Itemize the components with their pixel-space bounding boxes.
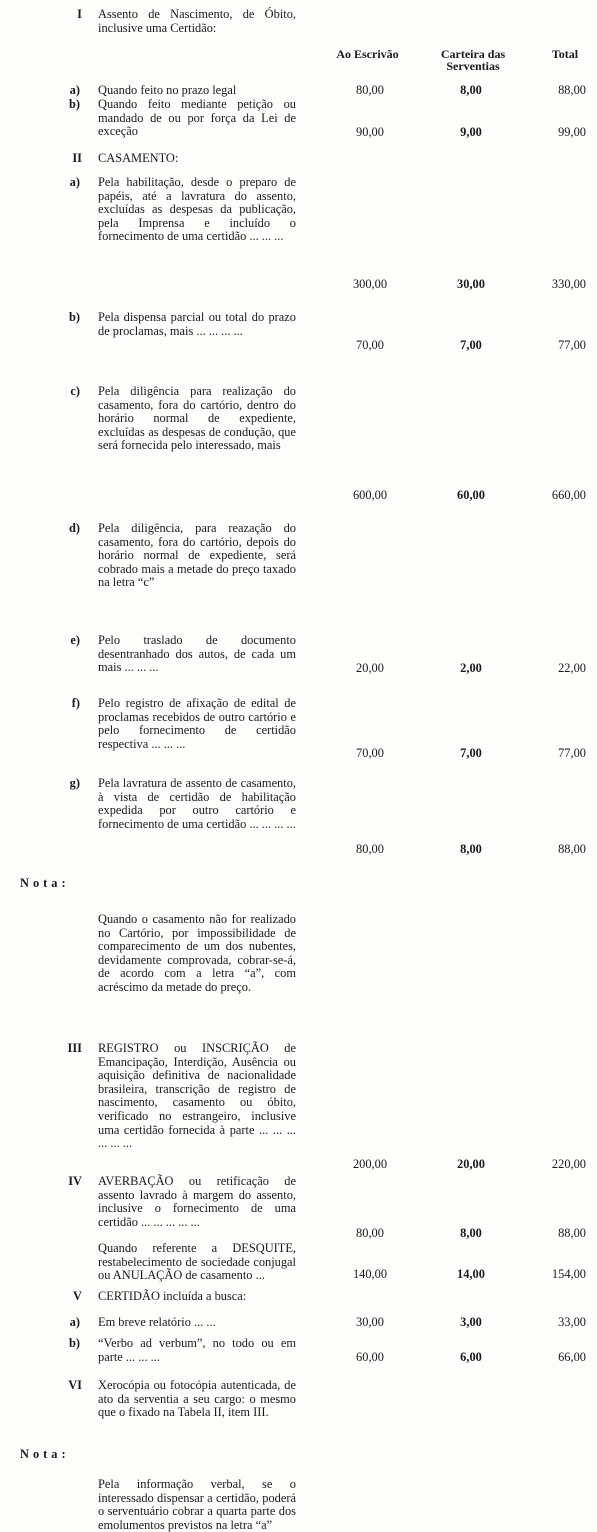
item-number: V xyxy=(73,1289,82,1303)
value-total: 330,00 xyxy=(551,277,586,291)
value-escrivao: 80,00 xyxy=(356,842,384,856)
note-heading: Nota: xyxy=(20,876,70,890)
item-text: AVERBAÇÃO ou retificação de assento lavrado à margem do assento, inclusive o fornecimento de uma certidão ... ... ... ... ... xyxy=(98,1174,296,1229)
item-text: Pela lavratura de assento de casamento, à vista de certidão de habilitação expedida por outro cartório e fornecimento de uma certidão ... ... ... ... xyxy=(98,776,296,831)
value-escrivao: 60,00 xyxy=(356,1350,384,1364)
item-letter: a) xyxy=(69,175,80,189)
item-number: IV xyxy=(68,1174,82,1188)
value-total: 88,00 xyxy=(558,83,586,97)
value-total: 88,00 xyxy=(558,842,586,856)
value-carteira: 7,00 xyxy=(460,746,482,760)
column-header-carteira: Carteira das Serventias xyxy=(440,47,506,73)
value-escrivao: 90,00 xyxy=(356,125,384,139)
value-escrivao: 140,00 xyxy=(352,1267,388,1281)
value-carteira: 7,00 xyxy=(460,338,482,352)
value-total: 66,00 xyxy=(558,1350,586,1364)
item-letter: b) xyxy=(68,97,80,111)
item-text: Pelo registro de afixação de edital de proclamas recebidos de outro cartório e pelo fornecimento de certidão respectiva ... ... ... xyxy=(98,696,296,751)
value-escrivao: 30,00 xyxy=(356,1315,384,1329)
item-number: VI xyxy=(68,1378,82,1392)
value-carteira: 9,00 xyxy=(460,125,482,139)
value-carteira: 60,00 xyxy=(457,488,485,502)
item-letter: a) xyxy=(69,1315,80,1329)
item-letter: e) xyxy=(70,633,80,647)
value-total: 220,00 xyxy=(551,1157,586,1171)
item-text: Assento de Nascimento, de Óbito, inclusive uma Certidão: xyxy=(98,7,296,35)
value-carteira: 14,00 xyxy=(457,1267,485,1281)
item-text: Pela diligência, para reazação do casamento, fora do cartório, depois do horário normal de expediente, será cobrado mais a metade do preço taxado na letra “c” xyxy=(98,521,296,590)
value-escrivao: 70,00 xyxy=(356,338,384,352)
note-text: Quando o casamento não for realizado no Cartório, por impossibilidade de comparecimento de um dos nubentes, devidamente comprovada, cobrar-se-á, de acordo com a letra “a”, com acréscimo da metade do preço. xyxy=(98,912,296,994)
value-carteira: 8,00 xyxy=(460,83,482,97)
item-text: Quando feito no prazo legal xyxy=(98,83,237,97)
value-total: 88,00 xyxy=(558,1226,586,1240)
item-text: Pela diligência para realização do casamento, fora do cartório, dentro do horário normal de expediente, excluídas as despesas de condução, que será fornecida pelo interessado, mais xyxy=(98,384,296,453)
value-total: 77,00 xyxy=(558,746,586,760)
value-total: 22,00 xyxy=(558,661,586,675)
value-carteira: 20,00 xyxy=(457,1157,485,1171)
item-text: “Verbo ad verbum”, no todo ou em parte ... ... ... xyxy=(98,1336,296,1364)
value-carteira: 8,00 xyxy=(460,842,482,856)
value-total: 33,00 xyxy=(558,1315,586,1329)
item-letter: d) xyxy=(68,521,80,535)
item-text: Em breve relatório ... ... xyxy=(98,1315,216,1329)
item-text: CERTIDÃO incluída a busca: xyxy=(98,1289,247,1303)
item-letter: c) xyxy=(70,384,80,398)
column-header-escrivao: Ao Escrivão xyxy=(336,47,399,61)
value-total: 660,00 xyxy=(551,488,586,502)
item-text: Pela dispensa parcial ou total do prazo de proclamas, mais ... ... ... ... xyxy=(98,310,296,338)
item-letter: b) xyxy=(68,310,80,324)
item-text: Quando referente a DESQUITE, restabelecimento de sociedade conjugal ou ANULAÇÃO de casamento ... xyxy=(98,1241,296,1283)
note-text: Pela informação verbal, se o interessado dispensar a certidão, poderá o serventuário cobrar a quarta parte dos emolumentos previstos na letra “a” xyxy=(98,1477,296,1532)
value-carteira: 8,00 xyxy=(460,1226,482,1240)
item-text: Quando feito mediante petição ou mandado de ou por força da Lei de exceção xyxy=(98,97,296,139)
value-total: 154,00 xyxy=(551,1267,586,1281)
value-carteira: 30,00 xyxy=(457,277,485,291)
value-escrivao: 80,00 xyxy=(356,1226,384,1240)
item-letter: b) xyxy=(68,1336,80,1350)
value-carteira: 6,00 xyxy=(460,1350,482,1364)
item-number: I xyxy=(77,7,82,21)
value-escrivao: 600,00 xyxy=(352,488,388,502)
item-text: REGISTRO ou INSCRIÇÃO de Emancipação, Interdição, Ausência ou aquisição definitiva de nacionalidade brasileira, transcrição de registro de nascimento, casamento ou óbito, verificado no estrangeiro, inclusive uma certidão fornecida à parte ... ... ... ... ... ... xyxy=(98,1041,296,1151)
item-text: Xerocópia ou fotocópia autenticada, de ato da serventia a seu cargo: o mesmo que o fixado na Tabela II, item III. xyxy=(98,1378,296,1420)
column-header-total: Total xyxy=(551,47,579,61)
value-carteira: 3,00 xyxy=(460,1315,482,1329)
value-escrivao: 20,00 xyxy=(356,661,384,675)
value-escrivao: 300,00 xyxy=(352,277,388,291)
item-text: Pela habilitação, desde o preparo de papéis, até a lavratura do assento, excluídas as despesas da publicação, pela Imprensa e incluído o fornecimento de uma certidão ... ... ... xyxy=(98,175,296,244)
item-letter: g) xyxy=(69,776,80,790)
item-text: Pelo traslado de documento desentranhado dos autos, de cada um mais ... ... ... xyxy=(98,633,296,675)
item-text: CASAMENTO: xyxy=(98,151,179,165)
value-escrivao: 80,00 xyxy=(356,83,384,97)
item-letter: a) xyxy=(69,83,80,97)
value-escrivao: 70,00 xyxy=(356,746,384,760)
item-letter: f) xyxy=(71,696,80,710)
item-number: II xyxy=(72,151,82,165)
value-total: 77,00 xyxy=(558,338,586,352)
item-number: III xyxy=(67,1041,82,1055)
value-total: 99,00 xyxy=(558,125,586,139)
value-escrivao: 200,00 xyxy=(352,1157,388,1171)
value-carteira: 2,00 xyxy=(460,661,482,675)
note-heading: Nota: xyxy=(20,1447,70,1461)
